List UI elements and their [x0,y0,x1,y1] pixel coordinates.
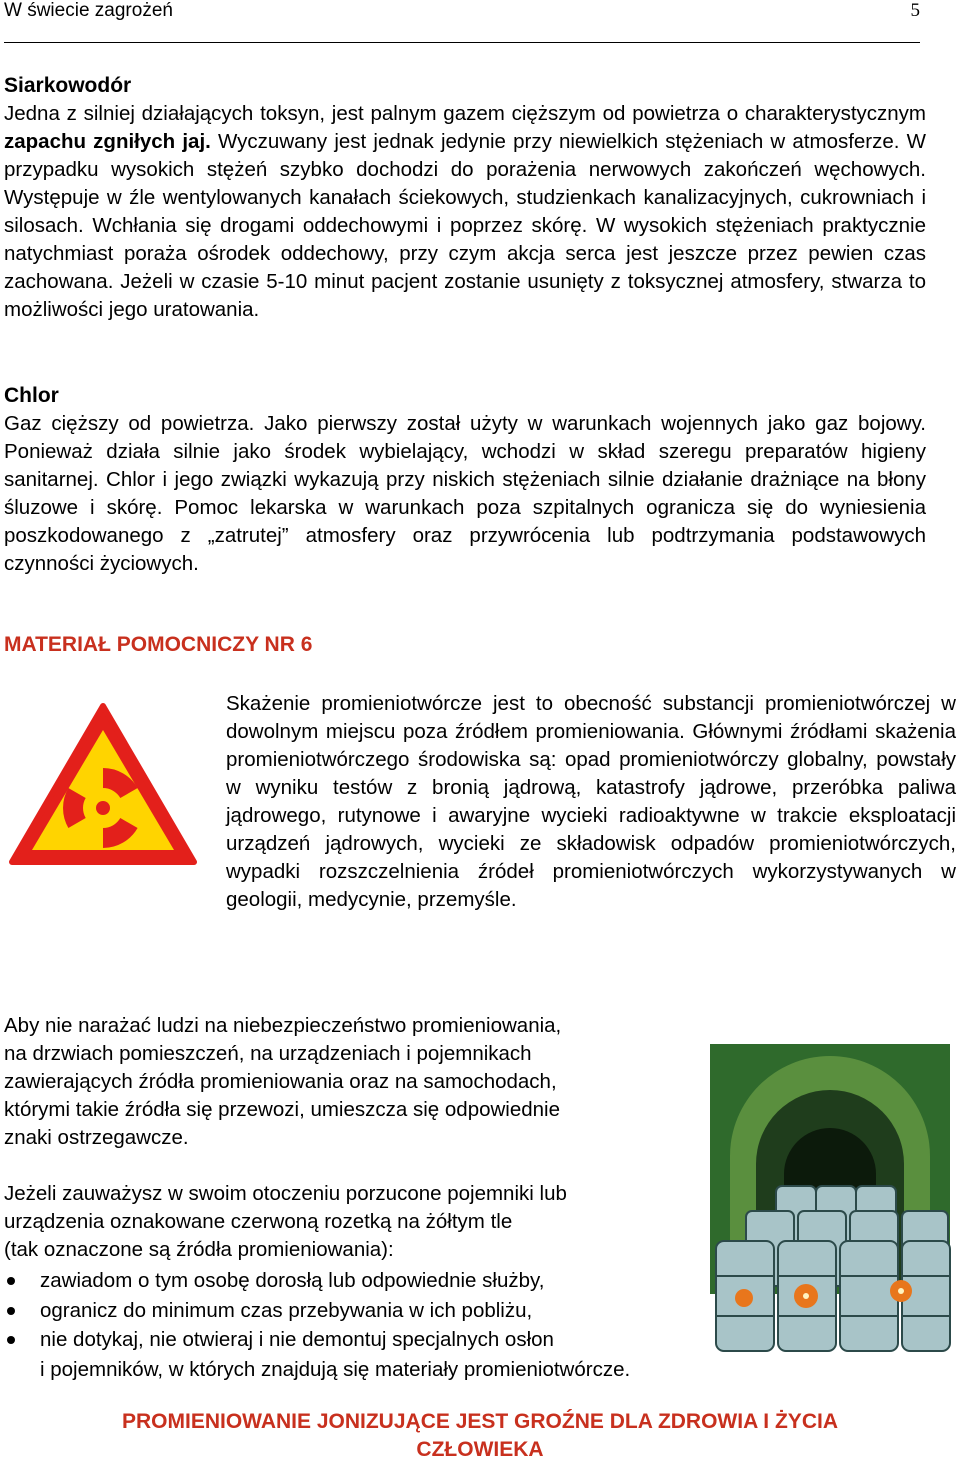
signs-line: znaki ostrzegawcze. [4,1126,189,1149]
signs-line: zawierających źródła promieniowania oraz na samochodach, [4,1070,557,1093]
header-title: W świecie zagrożeń [4,0,173,21]
signs-line: Aby nie narażać ludzi na niebezpieczeństwo promieniowania, [4,1014,562,1037]
radioactive-barrels-icon [706,1036,954,1376]
page-number: 5 [910,0,920,21]
list-item [4,1266,764,1296]
material-heading: MATERIAŁ POMOCNICZY NR 6 [4,633,313,656]
header-rule [4,42,920,43]
radiation-warning-icon [6,700,200,868]
list-item-text: nie dotykaj, nie otwieraj i nie demontuj specjalnych osłon [40,1328,554,1351]
instructions-list [4,1266,764,1384]
warning-line: PROMIENIOWANIE JONIZUJĄCE JEST GROŹNE DLA ZDROWIA I ŻYCIA [122,1410,838,1433]
list-item [4,1325,764,1355]
section-h2s [4,72,926,324]
h2s-text-1: Jedna z silniej działających toksyn, jest palnym gazem cięższym od powietrza o charakterystycznym [4,102,926,125]
list-item-text: zawiadom o tym osobę dorosłą lub odpowiednie służby, [40,1269,545,1292]
signs-paragraph [4,1012,684,1152]
bullet-icon [7,1307,15,1315]
warning-line: CZŁOWIEKA [416,1438,544,1461]
list-item [4,1296,764,1326]
h2s-bold: zapachu zgniłych jaj. [4,130,211,153]
bullet-icon [7,1336,15,1344]
list-item-text: ogranicz do minimum czas przebywania w ich pobliżu, [40,1298,533,1322]
list-item-text: i pojemników, w których znajdują się materiały promieniotwórcze. [40,1357,631,1381]
list-item [4,1355,764,1385]
chlor-text: Gaz cięższy od powietrza. Jako pierwszy został użyty w warunkach wojennych jako gaz bojowy. Ponieważ działa silnie jako środek wybielający, wchodzi w skład szeregu preparatów higieny sanitarnej. Chlor i jego związki wykazują przy niskich stężeniach silnie działanie drażniące na błony śluzowe i skórę. Pomoc lekarska w warunkach poza szpitalnych ogranicza się do wyniesienia poszkodowanego z „zatrutej” atmosfery oraz przywrócenia lub podtrzymania podstawowych czynności życiowych. [4,412,926,575]
signs-line: na drzwiach pomieszczeń, na urządzeniach i pojemnikach [4,1042,532,1065]
radiation-text: Skażenie promieniotwórcze jest to obecność substancji promieniotwórczej w dowolnym miejscu poza źródłem promieniowania. Głównymi źródłami skażenia promieniotwórczego środowiska są: opad promieniotwórczy globalny, powstały w wyniku testów z bronią jądrową, katastrofy jądrowe, przeróbka paliwa jądrowego, rutynowe i awaryjne wycieki radioaktywne w trakcie eksploatacji urządzeń jądrowych, wycieki ze składowisk odpadów promieniotwórczych, wypadki rozszczelnienia źródeł promieniotwórczych wykorzystywanych w geologii, medycynie, przemyśle. [226,692,956,911]
section-chlor [4,382,926,578]
notice-paragraph [4,1180,684,1264]
notice-line: (tak oznaczone są źródła promieniowania): [4,1238,394,1261]
warning-banner [20,1408,940,1464]
notice-line: Jeżeli zauważysz w swoim otoczeniu porzucone pojemniki lub [4,1182,567,1205]
signs-line: którymi takie źródła się przewozi, umieszcza się odpowiednie [4,1098,561,1121]
notice-line: urządzenia oznakowane czerwoną rozetką na żółtym tle [4,1210,513,1233]
h2s-text-2: Wyczuwany jest jednak jedynie przy niewielkich stężeniach w atmosferze. W przypadku wysokich stężeń szybko dochodzi do porażenia nerwowych zakończeń węchowych. Występuje w źle wentylowanych kanałach ściekowych, studzienkach kanalizacyjnych, cukrowniach i silosach. Wchłania się drogami oddechowymi i poprzez skórę. W wysokich stężeniach praktycznie natychmiast poraża ośrodek oddechowy, przy czym akcja serca jest jeszcze przez pewien czas zachowana. Jeżeli w czasie 5-10 minut pacjent zostanie usunięty z toksycznej atmosfery, stwarza to możliwości jego uratowania. [4,130,926,321]
section-heading-h2s: Siarkowodór [4,74,132,97]
section-heading-chlor: Chlor [4,384,59,407]
bullet-icon [7,1277,15,1285]
